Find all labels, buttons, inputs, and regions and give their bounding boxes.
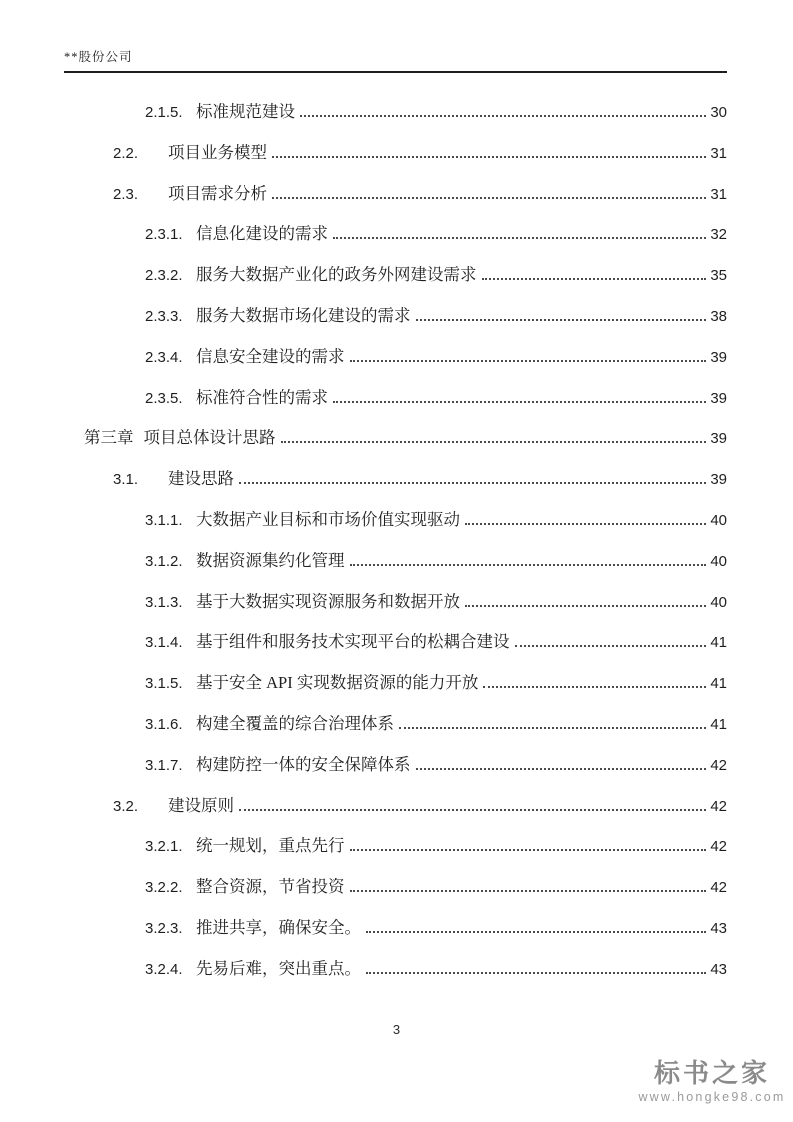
toc-entry[interactable] (64, 418, 727, 459)
dotted-leader (239, 806, 706, 811)
toc-entry[interactable] (64, 459, 727, 500)
toc-entry-number: 2.3.3. (145, 307, 183, 325)
dotted-leader (350, 561, 707, 566)
toc-entry-number: 2.3.4. (145, 348, 183, 366)
toc-entry-number: 2.3. (113, 185, 139, 203)
toc-entry-title: 项目业务模型 (168, 142, 267, 162)
watermark-logo-text: 标书之家 (653, 1058, 770, 1088)
toc-entry-title: 基于组件和服务技术实现平台的松耦合建设 (196, 632, 510, 652)
toc-entry[interactable] (64, 500, 727, 541)
toc-entry-page: 42 (710, 797, 727, 815)
dotted-leader (515, 642, 707, 647)
watermark (634, 1058, 790, 1105)
dotted-leader (350, 887, 707, 892)
toc-entry-title: 信息化建设的需求 (196, 224, 328, 244)
dotted-leader (416, 765, 707, 770)
toc-entry-title: 大数据产业目标和市场价值实现驱动 (196, 509, 460, 529)
toc-entry-number: 第三章 (84, 428, 134, 448)
toc-entry-page: 39 (710, 389, 727, 407)
toc-entry-number: 3.2.3. (145, 919, 183, 937)
dotted-leader (465, 602, 706, 607)
dotted-leader (350, 357, 707, 362)
toc-entry-page: 43 (710, 960, 727, 978)
toc-entry-page: 30 (710, 104, 727, 121)
toc-entry-title: 标准规范建设 (196, 102, 295, 121)
page-footer (0, 1022, 793, 1037)
toc-entry-page: 39 (710, 471, 727, 489)
toc-entry[interactable] (64, 582, 727, 623)
dotted-leader (333, 234, 706, 239)
toc-entry-title: 建设原则 (168, 795, 234, 815)
toc-entry-page: 42 (710, 756, 727, 774)
toc-entry-title: 信息安全建设的需求 (196, 346, 345, 366)
toc-entry-title: 数据资源集约化管理 (196, 550, 345, 570)
toc-entry-number: 2.1.5. (145, 104, 183, 121)
toc-entry-number: 3.2.4. (145, 960, 183, 978)
company-name: **股份公司 (64, 50, 133, 64)
toc-entry-number: 3.1. (113, 471, 139, 489)
toc-entry[interactable] (64, 663, 727, 704)
dotted-leader (465, 520, 706, 525)
toc-entry-title: 基于安全 API 实现数据资源的能力开放 (196, 673, 479, 693)
toc-entry[interactable] (64, 378, 727, 419)
toc-entry-page: 40 (710, 593, 727, 611)
page-number: 3 (392, 1022, 401, 1037)
toc-entry[interactable] (64, 174, 727, 215)
toc-entry[interactable] (64, 541, 727, 582)
toc-entry[interactable] (64, 745, 727, 786)
toc-entry[interactable] (64, 826, 727, 867)
toc-entry-page: 43 (710, 919, 727, 937)
toc-entry[interactable] (64, 133, 727, 174)
toc-entry-title: 建设思路 (168, 469, 234, 489)
toc-entry-title: 标准符合性的需求 (196, 387, 328, 407)
toc-entry-number: 3.1.2. (145, 552, 183, 570)
toc-entry-page: 38 (710, 307, 727, 325)
toc-entry-title: 项目需求分析 (168, 183, 267, 203)
dotted-leader (416, 316, 707, 321)
toc-entry-page: 35 (710, 267, 727, 285)
toc-entry-page: 41 (710, 715, 727, 733)
toc-entry-title: 推进共享，确保安全。 (196, 917, 361, 937)
toc-entry-page: 39 (710, 430, 727, 448)
toc-entry[interactable] (64, 704, 727, 745)
toc-entry[interactable] (64, 622, 727, 663)
toc-entry-number: 2.3.1. (145, 226, 183, 244)
toc-entry[interactable] (64, 867, 727, 908)
toc-entry-number: 3.1.1. (145, 511, 183, 529)
toc-entry[interactable] (64, 92, 727, 133)
watermark-url: www.hongke98.com (638, 1090, 786, 1104)
dotted-leader (366, 928, 706, 933)
dotted-leader (281, 438, 707, 443)
toc-entry-number: 2.3.5. (145, 389, 183, 407)
toc-entry-page: 40 (710, 511, 727, 529)
toc-entry-number: 3.2. (113, 797, 139, 815)
table-of-contents (64, 92, 727, 990)
dotted-leader (350, 846, 707, 851)
toc-entry-title: 构建全覆盖的综合治理体系 (196, 713, 394, 733)
toc-entry-page: 41 (710, 675, 727, 693)
toc-entry-title: 先易后难，突出重点。 (196, 958, 361, 978)
toc-entry-page: 39 (710, 348, 727, 366)
toc-entry[interactable] (64, 296, 727, 337)
toc-entry[interactable] (64, 214, 727, 255)
toc-entry-number: 2.3.2. (145, 267, 183, 285)
toc-entry-title: 整合资源，节省投资 (196, 877, 345, 897)
toc-entry-number: 2.2. (113, 144, 139, 162)
toc-entry-number: 3.2.2. (145, 879, 183, 897)
dotted-leader (399, 724, 706, 729)
toc-entry[interactable] (64, 337, 727, 378)
toc-entry-title: 服务大数据产业化的政务外网建设需求 (196, 265, 477, 285)
toc-entry-title: 构建防控一体的安全保障体系 (196, 754, 411, 774)
dotted-leader (482, 275, 707, 280)
page-header-company (64, 50, 727, 73)
toc-entry-page: 32 (710, 226, 727, 244)
toc-entry-number: 3.1.6. (145, 715, 183, 733)
toc-entry-page: 42 (710, 838, 727, 856)
dotted-leader (483, 683, 706, 688)
toc-entry[interactable] (64, 908, 727, 949)
dotted-leader (272, 153, 706, 158)
toc-entry[interactable] (64, 255, 727, 296)
toc-entry-page: 41 (710, 634, 727, 652)
toc-entry-page: 40 (710, 552, 727, 570)
toc-entry-number: 3.2.1. (145, 838, 183, 856)
toc-entry-number: 3.1.3. (145, 593, 183, 611)
dotted-leader (333, 398, 706, 403)
toc-entry-title: 服务大数据市场化建设的需求 (196, 305, 411, 325)
toc-entry-page: 31 (710, 144, 727, 162)
dotted-leader (239, 479, 706, 484)
toc-entry-title: 统一规划，重点先行 (196, 836, 345, 856)
toc-entry-title: 项目总体设计思路 (143, 428, 276, 448)
toc-entry-number: 3.1.5. (145, 675, 183, 693)
toc-entry-number: 3.1.7. (145, 756, 183, 774)
toc-entry-title: 基于大数据实现资源服务和数据开放 (196, 591, 460, 611)
toc-entry-page: 31 (710, 185, 727, 203)
toc-entry-number: 3.1.4. (145, 634, 183, 652)
toc-entry[interactable] (64, 786, 727, 827)
dotted-leader (300, 112, 706, 117)
dotted-leader (272, 194, 706, 199)
toc-entry-page: 42 (710, 879, 727, 897)
dotted-leader (366, 969, 706, 974)
toc-entry[interactable] (64, 949, 727, 990)
